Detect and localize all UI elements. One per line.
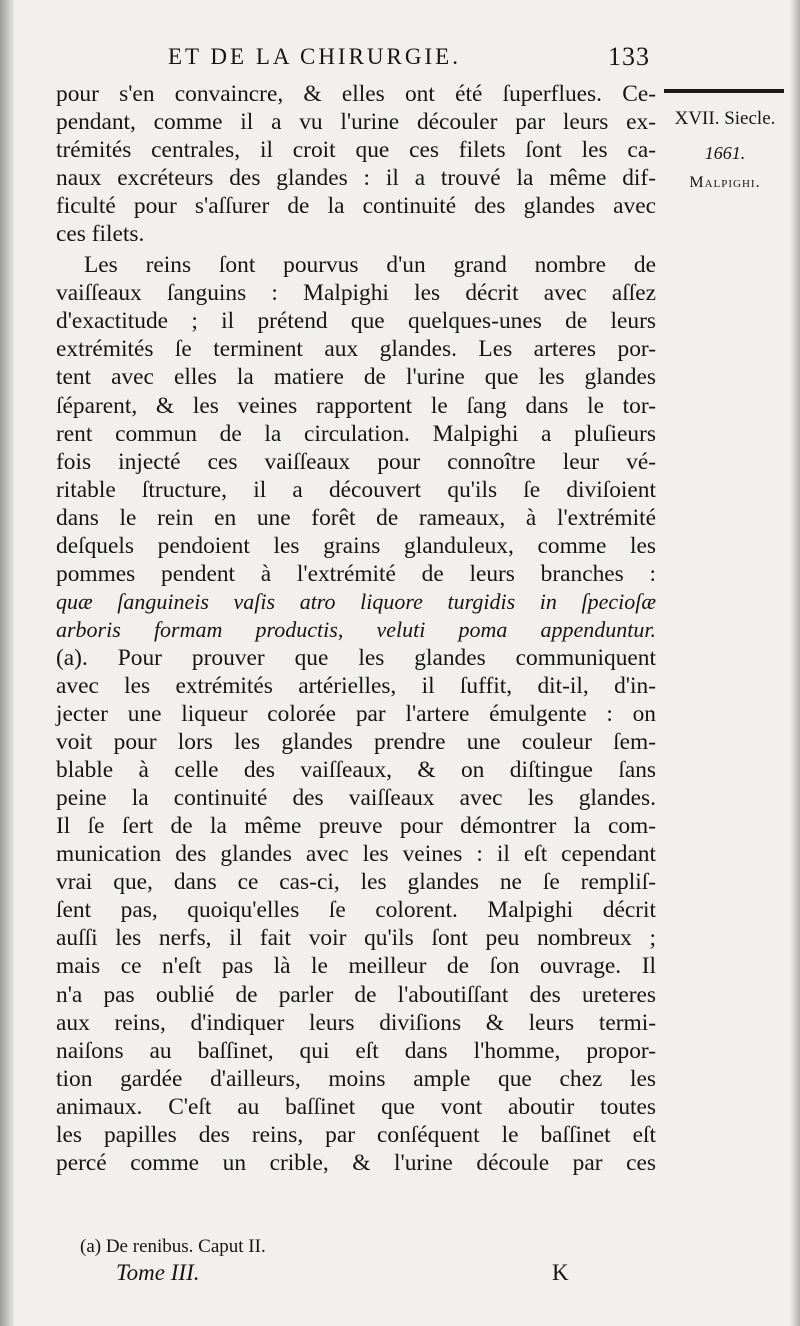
margin-century: XVII. Siecle.	[674, 108, 776, 129]
text-line: avec les extrémités artérielles, il ſuffit, dit-il, d'in-	[56, 672, 656, 699]
text-line: percé comme un crible, & l'urine découle par ces	[56, 1149, 656, 1176]
body-text	[56, 80, 656, 1177]
text-line: les papilles des reins, par conſéquent le baſſinet eſt	[56, 1121, 656, 1148]
margin-year: 1661.	[704, 143, 746, 163]
text-line: naiſons au baſſinet, qui eſt dans l'homme, propor-	[56, 1037, 656, 1064]
latin-quote-line: arboris formam productis, veluti poma appenduntur.	[56, 616, 656, 642]
text-line: ſéparent, & les veines rapportent le ſang dans le tor-	[56, 392, 656, 419]
text-line: blable à celle des vaiſſeaux, & on diſtingue ſans	[56, 757, 656, 784]
text-line: (a). Pour prouver que les glandes communiquent	[56, 644, 656, 671]
footnote: (a) De renibus. Caput II.	[80, 1236, 266, 1257]
text-line: peine la continuité des vaiſſeaux avec les glandes.	[56, 785, 656, 812]
text-line: deſquels pendoient les grains glanduleux, comme les	[56, 532, 656, 559]
text-line: vrai que, dans ce cas-ci, les glandes ne ſe rempliſ-	[56, 869, 656, 896]
text-line: munication des glandes avec les veines : il eſt cependant	[56, 841, 656, 868]
text-line: animaux. C'eſt au baſſinet que vont aboutir toutes	[56, 1093, 656, 1120]
text-line: tion gardée d'ailleurs, moins ample que chez les	[56, 1065, 656, 1092]
text-line: dans le rein en une forêt de rameaux, à l'extrémité	[56, 504, 656, 531]
text-line: trémités centrales, il croit que ces filets ſont les ca-	[56, 137, 656, 164]
signature-letter: K	[552, 1260, 569, 1285]
text-line: d'exactitude ; il prétend que quelques-unes de leurs	[56, 308, 656, 335]
text-line: rent commun de la circulation. Malpighi a pluſieurs	[56, 420, 656, 447]
margin-rule	[664, 89, 784, 93]
text-line: aux reins, d'indiquer leurs diviſions & leurs termi-	[56, 1009, 656, 1036]
text-line: ſent pas, quoiqu'elles ſe colorent. Malpighi décrit	[56, 897, 656, 924]
text-line: extrémités ſe terminent aux glandes. Les arteres por-	[56, 336, 656, 363]
page-edge-left	[0, 0, 14, 1326]
signature-tome: Tome III.	[116, 1260, 200, 1285]
text-line: Les reins ſont pourvus d'un grand nombre de	[84, 252, 656, 279]
running-title: ET DE LA CHIRURGIE.	[168, 44, 461, 69]
text-line: tent avec elles la matiere de l'urine que les glandes	[56, 364, 656, 391]
running-head	[150, 40, 670, 76]
text-line: jecter une liqueur colorée par l'artere émulgente : on	[56, 701, 656, 728]
latin-quote-line: quæ ſanguineis vaſis atro liquore turgidis in ſpecioſæ	[56, 588, 656, 614]
margin-author: Malpighi.	[689, 174, 761, 191]
page-number: 133	[608, 42, 650, 71]
text-line: fois injecté ces vaiſſeaux pour connoître leur vé-	[56, 448, 656, 475]
text-line: n'a pas oublié de parler de l'aboutiſſant des ureteres	[56, 981, 656, 1008]
text-line: pour s'en convaincre, & elles ont été ſuperflues. Ce-	[56, 81, 656, 107]
text-line: voit pour lors les glandes prendre une couleur ſem-	[56, 729, 656, 756]
text-line: ces filets.	[56, 221, 145, 248]
text-line: pommes pendent à l'extrémité de leurs branches :	[56, 560, 656, 587]
page-edge-right	[790, 0, 800, 1326]
text-line: mais ce n'eſt pas là le meilleur de ſon ouvrage. Il	[56, 953, 656, 980]
text-line: vaiſſeaux ſanguins : Malpighi les décrit avec aſſez	[56, 280, 656, 307]
text-line: ficulté pour s'aſſurer de la continuité des glandes avec	[56, 193, 656, 220]
text-line: auſſi les nerfs, il fait voir qu'ils ſont peu nombreux ;	[56, 925, 656, 952]
text-line: Il ſe ſert de la même preuve pour démontrer la com-	[56, 813, 656, 840]
text-line: pendant, comme il a vu l'urine découler par leurs ex-	[56, 109, 656, 136]
text-line: naux excréteurs des glandes : il a trouvé la même dif-	[56, 165, 656, 192]
text-line: ritable ſtructure, il a découvert qu'ils ſe diviſoient	[56, 476, 656, 503]
